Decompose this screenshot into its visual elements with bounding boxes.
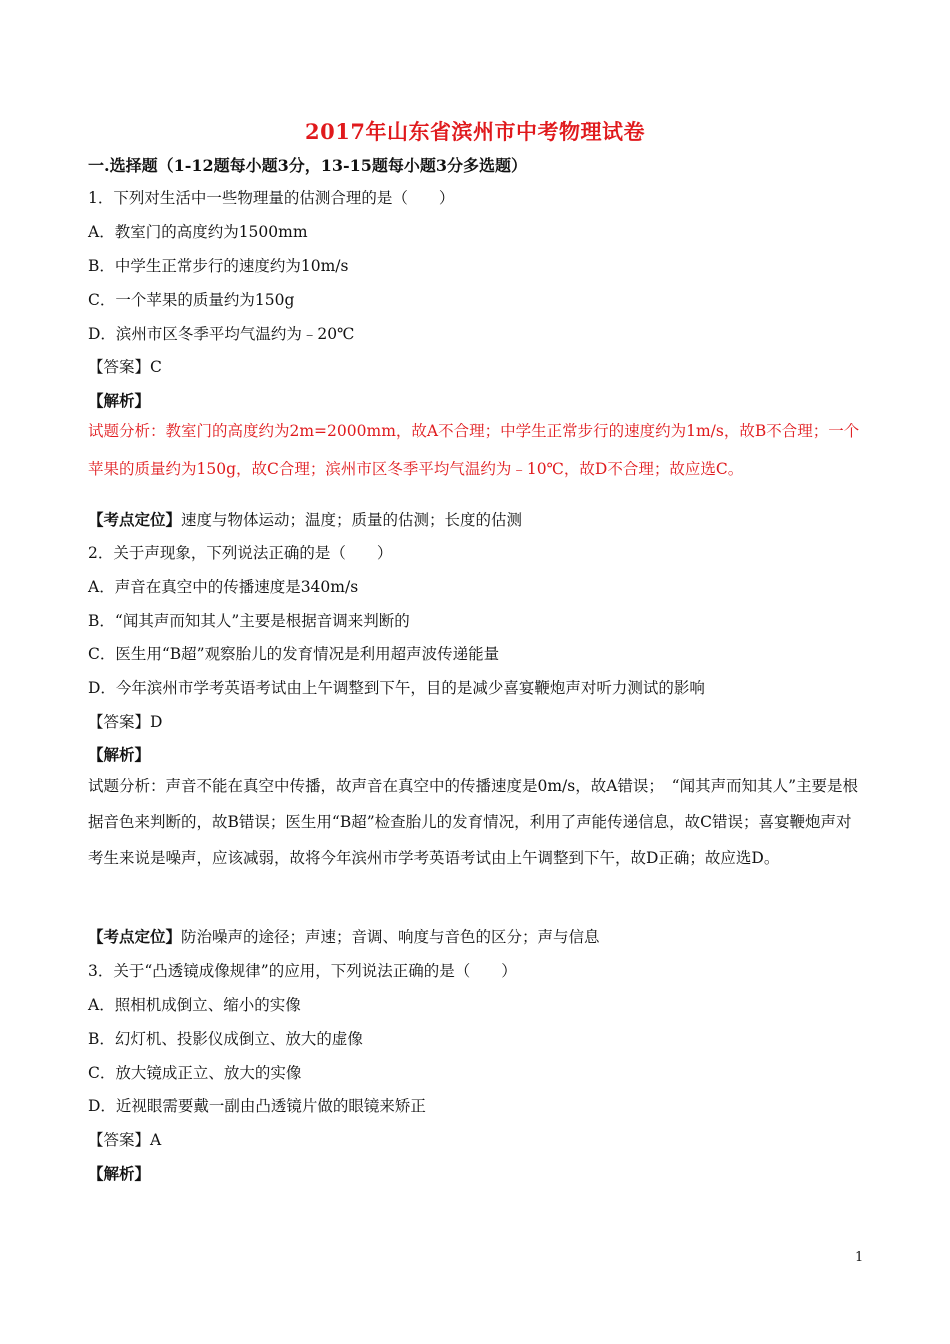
question-1-option-d: D．滨州市区冬季平均气温约为﹣20℃ (88, 325, 355, 343)
key-points-text: 防治噪声的途径；声速；音调、响度与音色的区分；声与信息 (181, 928, 600, 946)
question-3-option-c: C．放大镜成正立、放大的实像 (88, 1064, 302, 1082)
question-2-analysis: 试题分析：声音不能在真空中传播，故声音在真空中的传播速度是0m/s，故A错误； “闻其声而知其人”主要是根据音色来判断的，故B错误；医生用“B超”检查胎儿的发育情况，利用了声能传递信息，故C错误；喜宴鞭炮声对考生来说是噪声，应该减弱，故将今年滨州市学考英语考试由上午调整到下午，故D正确；故应选D。 (88, 777, 859, 867)
question-3-option-a: A．照相机成倒立、缩小的实像 (88, 996, 301, 1014)
question-2-option-c: C．医生用“B超”观察胎儿的发育情况是利用超声波传递能量 (88, 645, 500, 663)
question-2-key-points (88, 925, 600, 947)
question-2-answer: 【答案】D (88, 713, 163, 731)
question-1-stem: 1．下列对生活中一些物理量的估测合理的是（ ） (88, 189, 455, 207)
page-number: 1 (855, 1250, 864, 1265)
key-points-label: 【考点定位】 (88, 510, 182, 529)
question-2-option-d: D．今年滨州市学考英语考试由上午调整到下午，目的是减少喜宴鞭炮声对听力测试的影响 (88, 679, 705, 697)
question-2-analysis-label: 【解析】 (88, 745, 151, 764)
question-3-answer: 【答案】A (88, 1131, 162, 1149)
page-title: 2017年山东省滨州市中考物理试卷 (305, 119, 645, 144)
question-3-stem: 3．关于“凸透镜成像规律”的应用，下列说法正确的是（ ） (88, 962, 517, 980)
question-3-option-b: B．幻灯机、投影仪成倒立、放大的虚像 (88, 1030, 363, 1048)
question-1-option-a: A．教室门的高度约为1500mm (88, 223, 308, 241)
question-1-analysis-label: 【解析】 (88, 391, 151, 410)
key-points-label: 【考点定位】 (88, 927, 182, 946)
question-1-analysis: 试题分析：教室门的高度约为2m=2000mm，故A不合理；中学生正常步行的速度约为1m/s，故B不合理；一个苹果的质量约为150g，故C合理；滨州市区冬季平均气温约为﹣10℃，故D不合理；故应选C。 (88, 422, 860, 478)
question-2-option-b: B．“闻其声而知其人”主要是根据音调来判断的 (88, 612, 410, 630)
question-1-option-c: C．一个苹果的质量约为150g (88, 291, 295, 309)
question-1-option-b: B．中学生正常步行的速度约为10m/s (88, 257, 349, 275)
question-1-key-points (88, 508, 522, 530)
question-3-option-d: D．近视眼需要戴一副由凸透镜片做的眼镜来矫正 (88, 1097, 426, 1115)
question-3-analysis-label: 【解析】 (88, 1164, 151, 1183)
question-1-answer: 【答案】C (88, 358, 162, 376)
section-heading: 一.选择题（1-12题每小题3分，13-15题每小题3分多选题） (88, 156, 528, 175)
key-points-text: 速度与物体运动；温度；质量的估测；长度的估测 (181, 511, 523, 529)
question-2-stem: 2．关于声现象，下列说法正确的是（ ） (88, 544, 393, 562)
question-2-option-a: A．声音在真空中的传播速度是340m/s (88, 578, 359, 596)
